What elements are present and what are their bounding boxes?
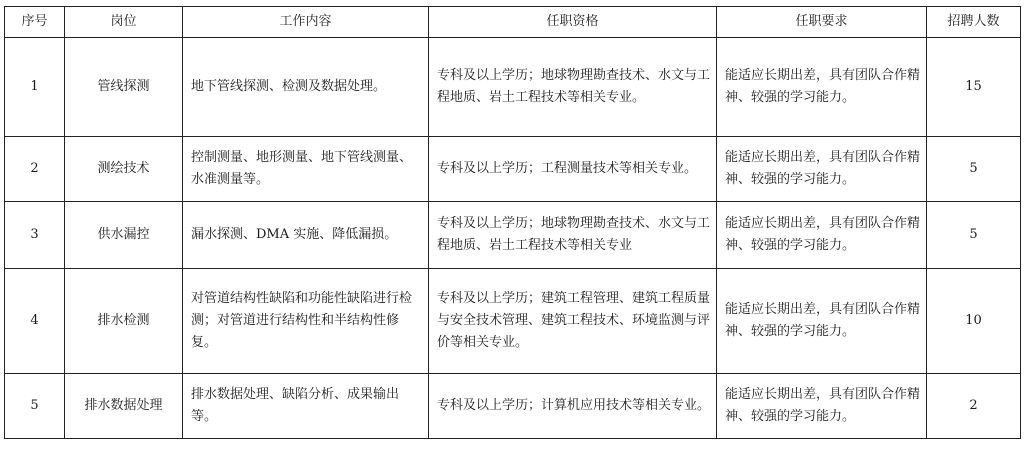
cell-position: 排水检测 xyxy=(65,269,183,374)
header-count: 招聘人数 xyxy=(927,7,1021,38)
recruitment-table xyxy=(4,6,1021,439)
cell-no: 4 xyxy=(5,269,65,374)
cell-qualification: 专科及以上学历；地球物理勘查技术、水文与工程地质、岩土工程技术等相关专业。 xyxy=(429,38,717,137)
cell-position: 管线探测 xyxy=(65,38,183,137)
cell-count: 10 xyxy=(927,269,1021,374)
recruitment-table-container xyxy=(4,6,1020,439)
header-qualification: 任职资格 xyxy=(429,7,717,38)
header-position: 岗位 xyxy=(65,7,183,38)
table-row xyxy=(5,202,1021,269)
cell-count: 5 xyxy=(927,202,1021,269)
cell-position: 供水漏控 xyxy=(65,202,183,269)
table-row xyxy=(5,38,1021,137)
cell-no: 3 xyxy=(5,202,65,269)
header-requirement: 任职要求 xyxy=(717,7,927,38)
cell-content: 地下管线探测、检测及数据处理。 xyxy=(183,38,429,137)
table-row xyxy=(5,374,1021,439)
cell-content: 对管道结构性缺陷和功能性缺陷进行检测；对管道进行结构性和半结构性修复。 xyxy=(183,269,429,374)
cell-requirement: 能适应长期出差，具有团队合作精神、较强的学习能力。 xyxy=(717,137,927,202)
header-no: 序号 xyxy=(5,7,65,38)
table-row xyxy=(5,137,1021,202)
cell-no: 2 xyxy=(5,137,65,202)
cell-requirement: 能适应长期出差，具有团队合作精神、较强的学习能力。 xyxy=(717,374,927,439)
cell-position: 排水数据处理 xyxy=(65,374,183,439)
table-header-row xyxy=(5,7,1021,38)
cell-content: 漏水探测、DMA 实施、降低漏损。 xyxy=(183,202,429,269)
cell-qualification: 专科及以上学历；地球物理勘查技术、水文与工程地质、岩土工程技术等相关专业 xyxy=(429,202,717,269)
cell-count: 5 xyxy=(927,137,1021,202)
cell-no: 1 xyxy=(5,38,65,137)
cell-content: 控制测量、地形测量、地下管线测量、水准测量等。 xyxy=(183,137,429,202)
cell-no: 5 xyxy=(5,374,65,439)
cell-content: 排水数据处理、缺陷分析、成果输出等。 xyxy=(183,374,429,439)
cell-qualification: 专科及以上学历；工程测量技术等相关专业。 xyxy=(429,137,717,202)
header-content: 工作内容 xyxy=(183,7,429,38)
cell-qualification: 专科及以上学历；计算机应用技术等相关专业。 xyxy=(429,374,717,439)
cell-requirement: 能适应长期出差，具有团队合作精神、较强的学习能力。 xyxy=(717,202,927,269)
cell-count: 15 xyxy=(927,38,1021,137)
cell-count: 2 xyxy=(927,374,1021,439)
table-row xyxy=(5,269,1021,374)
cell-qualification: 专科及以上学历；建筑工程管理、建筑工程质量与安全技术管理、建筑工程技术、环境监测与评价等相关专业。 xyxy=(429,269,717,374)
cell-position: 测绘技术 xyxy=(65,137,183,202)
cell-requirement: 能适应长期出差，具有团队合作精神、较强的学习能力。 xyxy=(717,269,927,374)
cell-requirement: 能适应长期出差，具有团队合作精神、较强的学习能力。 xyxy=(717,38,927,137)
